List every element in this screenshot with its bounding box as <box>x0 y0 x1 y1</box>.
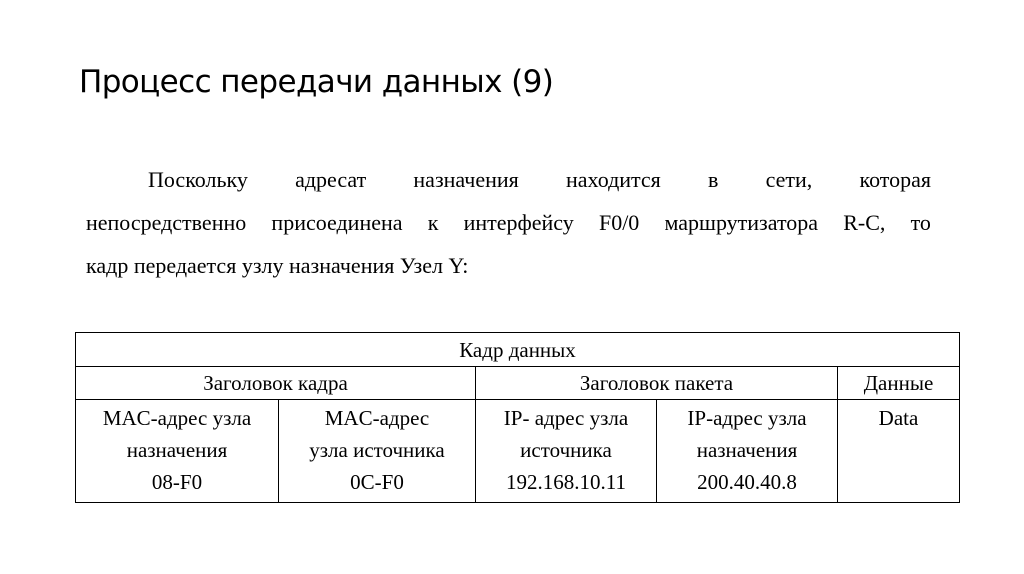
cell-line: назначения <box>126 438 228 462</box>
word: которая <box>859 167 931 192</box>
src-mac-cell <box>279 400 476 503</box>
paragraph-line-2 <box>86 201 931 244</box>
body-paragraph <box>86 158 931 287</box>
data-frame-table <box>75 332 960 503</box>
word: интерфейсу <box>463 210 574 235</box>
dest-mac-cell <box>76 400 279 503</box>
table-row-headers <box>76 367 960 400</box>
packet-header-group-cell: Заголовок пакета <box>476 367 838 400</box>
paragraph-line-1 <box>86 158 931 201</box>
payload-cell <box>838 400 960 503</box>
cell-line: IP-адрес узла <box>687 406 807 430</box>
cell-value: 192.168.10.11 <box>506 470 626 494</box>
word: находится <box>566 167 661 192</box>
cell-line: источника <box>520 438 612 462</box>
word: то <box>910 210 931 235</box>
dest-ip-cell <box>657 400 838 503</box>
table-row-frame <box>76 333 960 367</box>
cell-line: узла источника <box>309 438 445 462</box>
cell-line: назначения <box>696 438 798 462</box>
cell-value: 08-F0 <box>151 470 203 494</box>
word: назначения <box>413 167 519 192</box>
table-row-values <box>76 400 960 503</box>
word: F0/0 <box>598 210 640 235</box>
cell-line: MAC-адрес узла <box>102 406 252 430</box>
word: адресат <box>295 167 367 192</box>
word: присоединена <box>271 210 403 235</box>
paragraph-line-3: кадр передается узлу назначения Узел Y: <box>86 253 469 278</box>
src-ip-cell <box>476 400 657 503</box>
word: сети, <box>765 167 813 192</box>
word: маршрутизатора <box>664 210 819 235</box>
cell-value: Data <box>878 406 919 430</box>
data-group-cell: Данные <box>838 367 960 400</box>
word: непосредственно <box>86 210 247 235</box>
frame-header-cell: Кадр данных <box>76 333 960 367</box>
frame-header-group-cell: Заголовок кадра <box>76 367 476 400</box>
word: Поскольку <box>148 167 248 192</box>
cell-value: 0C-F0 <box>350 470 404 494</box>
cell-line: MAC-адрес <box>324 406 430 430</box>
word: в <box>708 167 719 192</box>
word: к <box>427 210 439 235</box>
word: R-C, <box>843 210 886 235</box>
slide-title: Процесс передачи данных (9) <box>79 64 554 100</box>
cell-line: IP- адрес узла <box>503 406 629 430</box>
cell-value: 200.40.40.8 <box>697 470 797 494</box>
